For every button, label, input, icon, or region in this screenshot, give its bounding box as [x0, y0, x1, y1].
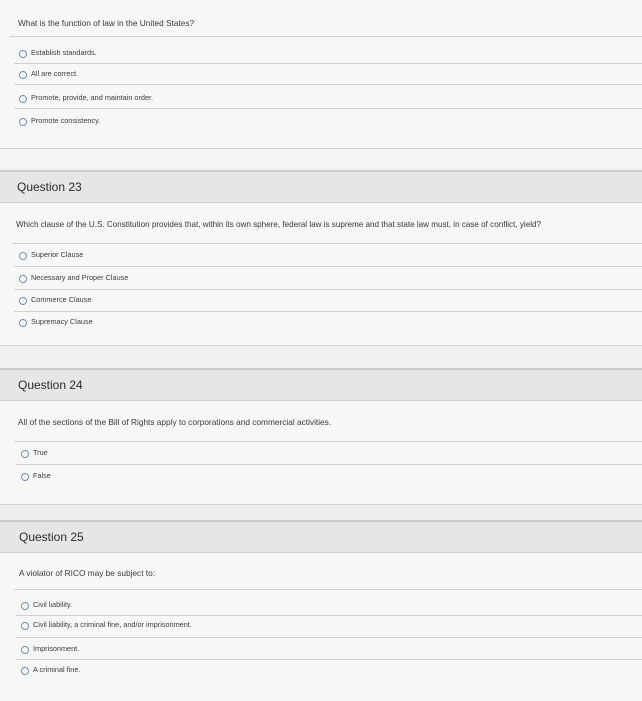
radio-button[interactable] [21, 602, 29, 610]
radio-button[interactable] [19, 118, 27, 126]
answer-option[interactable] [16, 468, 642, 486]
divider [12, 243, 642, 244]
option-label: Imprisonment. [33, 644, 80, 653]
option-label: False [33, 471, 51, 480]
question-25-header [0, 521, 642, 553]
question-23-text: Which clause of the U.S. Constitution provides that, within its own sphere, federal law is supreme and that state law must, in case of conflict, yield? [16, 220, 541, 229]
option-label: Civil liability, a criminal fine, and/or imprisonment. [33, 620, 192, 629]
question-24-text: All of the sections of the Bill of Rights apply to corporations and commercial activities. [18, 417, 332, 427]
option-label: Superior Clause [31, 250, 84, 259]
answer-option[interactable] [16, 445, 642, 463]
radio-button[interactable] [21, 646, 29, 654]
divider [14, 63, 642, 64]
divider [14, 441, 642, 442]
divider [14, 289, 642, 290]
radio-button[interactable] [19, 71, 27, 79]
answer-option[interactable] [14, 314, 642, 332]
question-24-title: Question 24 [18, 378, 83, 392]
divider [16, 637, 642, 638]
radio-button[interactable] [21, 450, 29, 458]
answer-option[interactable] [14, 113, 642, 131]
radio-button[interactable] [19, 252, 27, 260]
answer-option[interactable] [14, 292, 642, 310]
answer-option[interactable] [16, 662, 642, 680]
divider [16, 659, 642, 660]
question-22-card [0, 0, 642, 149]
option-label: All are correct. [31, 69, 79, 78]
option-label: Establish standards. [31, 48, 97, 57]
radio-button[interactable] [21, 622, 29, 630]
divider [10, 36, 642, 37]
question-23-header [0, 171, 642, 203]
answer-option[interactable] [16, 597, 642, 615]
option-label: Commerce Clause [31, 295, 92, 304]
option-label: Necessary and Proper Clause [31, 273, 129, 282]
answer-option[interactable] [14, 270, 642, 288]
option-label: Civil liability. [33, 600, 73, 609]
option-label: Supremacy Clause [31, 317, 93, 326]
divider [14, 311, 642, 312]
question-24-header [0, 369, 642, 401]
divider [14, 266, 642, 267]
question-23-card [0, 170, 642, 346]
radio-button[interactable] [19, 319, 27, 327]
answer-option[interactable] [16, 617, 642, 635]
option-label: Promote, provide, and maintain order. [31, 93, 154, 102]
option-label: True [33, 448, 48, 457]
answer-option[interactable] [14, 90, 642, 108]
option-label: A criminal fine. [33, 665, 81, 674]
divider [16, 615, 642, 616]
radio-button[interactable] [19, 297, 27, 305]
radio-button[interactable] [19, 95, 27, 103]
question-22-text: What is the function of law in the United States? [18, 18, 195, 28]
divider [14, 84, 642, 85]
question-25-title: Question 25 [19, 530, 84, 544]
radio-button[interactable] [19, 275, 27, 283]
question-23-title: Question 23 [17, 180, 82, 194]
divider [14, 589, 642, 590]
answer-option[interactable] [14, 66, 642, 84]
answer-option[interactable] [14, 45, 642, 63]
answer-option[interactable] [14, 247, 642, 265]
divider [16, 464, 642, 465]
question-25-text: A violator of RICO may be subject to: [19, 568, 156, 578]
question-24-card [0, 368, 642, 505]
option-label: Promote consistency. [31, 116, 101, 125]
answer-option[interactable] [16, 641, 642, 659]
radio-button[interactable] [19, 50, 27, 58]
question-25-card [0, 520, 642, 701]
divider [14, 108, 642, 109]
radio-button[interactable] [21, 667, 29, 675]
radio-button[interactable] [21, 473, 29, 481]
